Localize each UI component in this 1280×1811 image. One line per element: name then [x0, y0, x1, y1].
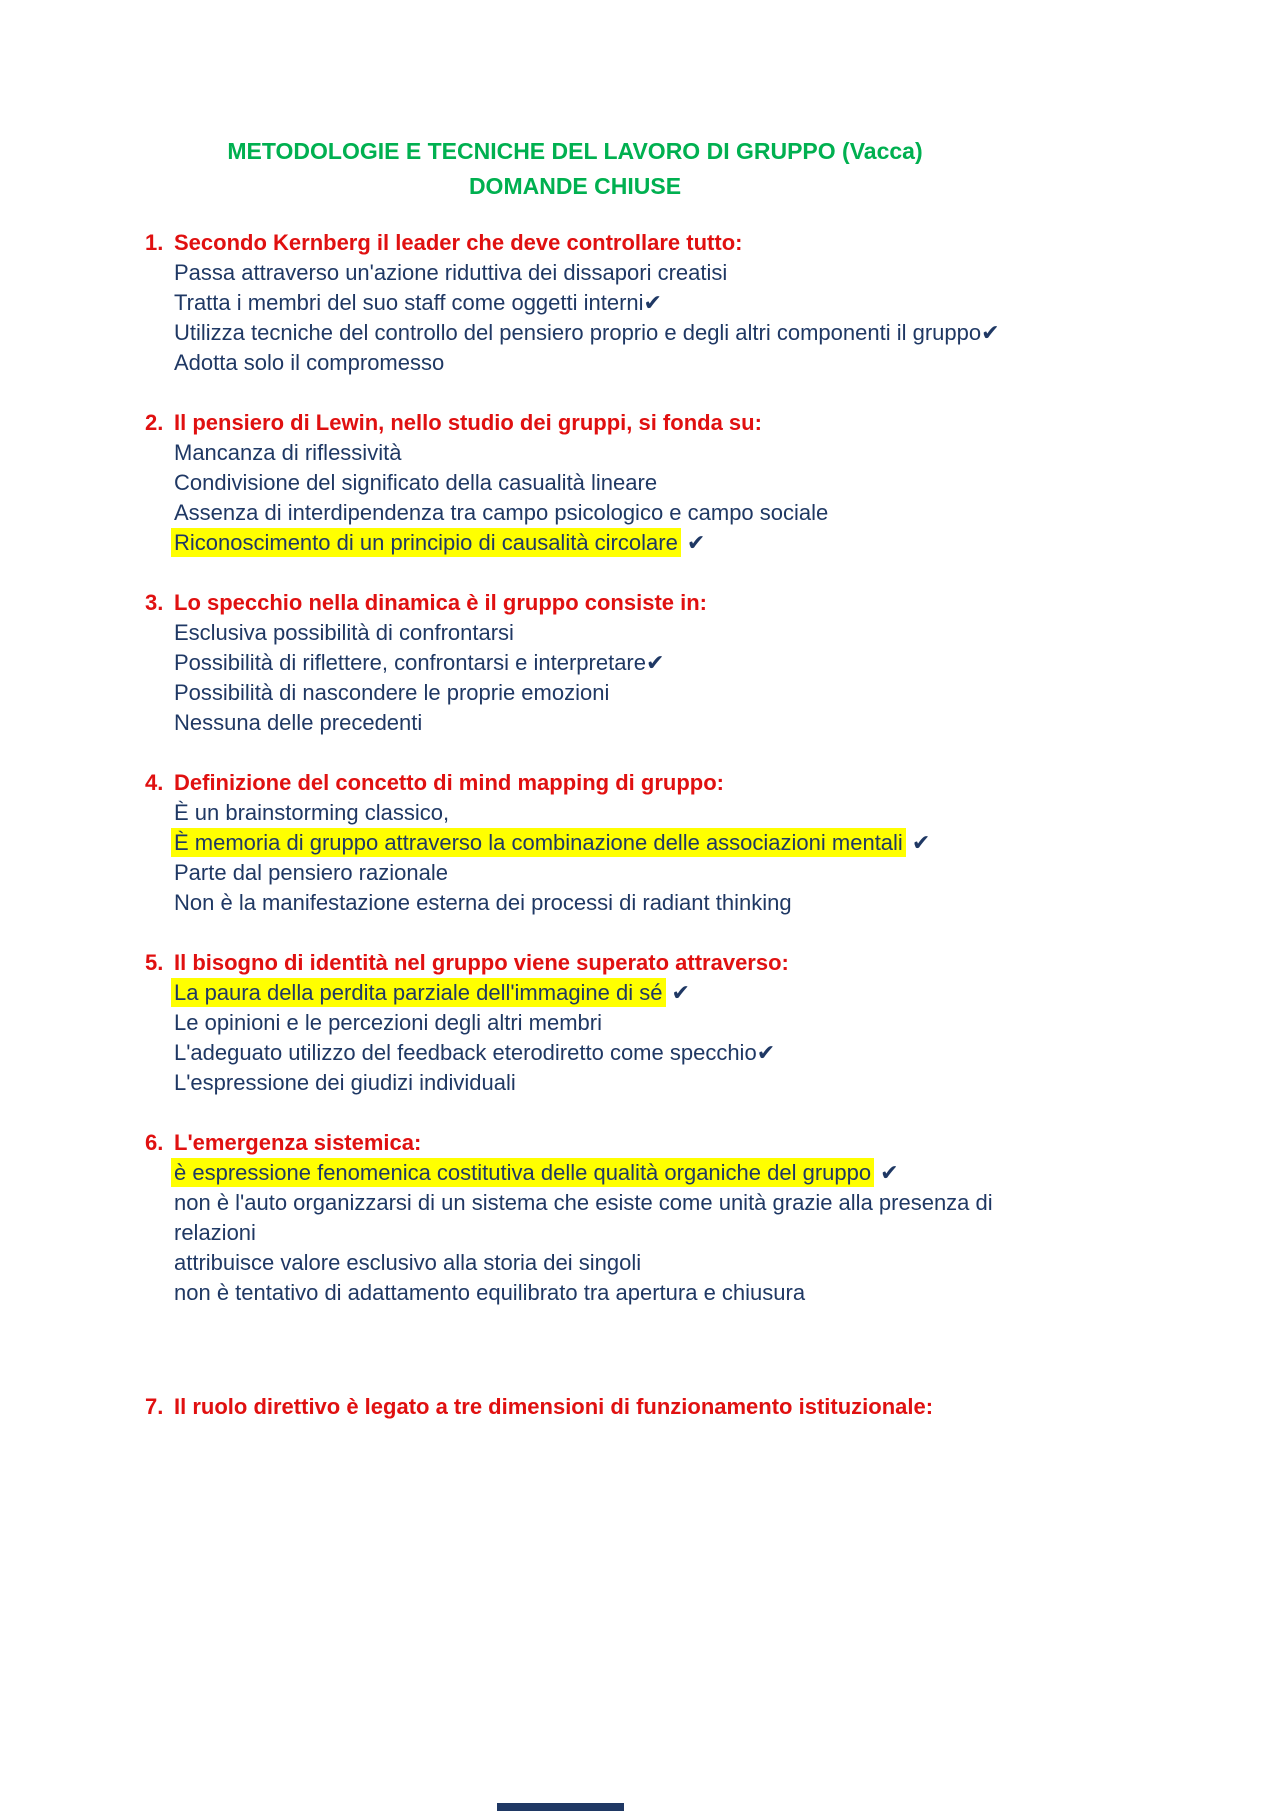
- answers-list: [145, 438, 1005, 558]
- answer-text-highlighted: è espressione fenomenica costitutiva delle qualità organiche del gruppo: [171, 1158, 874, 1187]
- question-text: Il pensiero di Lewin, nello studio dei gruppi, si fonda su:: [174, 410, 762, 435]
- answer-text: Utilizza tecniche del controllo del pensiero proprio e degli altri componenti il gruppo: [174, 320, 982, 345]
- answer-option: [174, 318, 1005, 348]
- questions-list: [145, 228, 1005, 1422]
- answer-text: Assenza di interdipendenza tra campo psicologico e campo sociale: [174, 500, 829, 525]
- question-text: Secondo Kernberg il leader che deve controllare tutto:: [174, 230, 743, 255]
- question-heading: [145, 228, 1005, 258]
- answers-list: [145, 798, 1005, 918]
- correct-check-icon: ✔: [880, 1160, 899, 1185]
- answer-option: [174, 888, 1005, 918]
- question-text: Lo specchio nella dinamica è il gruppo consiste in:: [174, 590, 707, 615]
- answers-list: [145, 978, 1005, 1098]
- answer-option: [174, 498, 1005, 528]
- question-number: 4.: [145, 770, 164, 795]
- answer-text: Le opinioni e le percezioni degli altri membri: [174, 1010, 603, 1035]
- answer-option: [174, 258, 1005, 288]
- question-heading: [145, 408, 1005, 438]
- correct-check-icon: ✔: [671, 980, 690, 1005]
- answer-text: Adotta solo il compromesso: [174, 350, 445, 375]
- answer-text: Nessuna delle precedenti: [174, 710, 423, 735]
- correct-check-icon: ✔: [911, 830, 931, 855]
- question-block: [145, 228, 1005, 378]
- answer-text: Parte dal pensiero razionale: [174, 860, 448, 885]
- question-block: [145, 948, 1005, 1098]
- answer-option: [174, 858, 1005, 888]
- question-number: 2.: [145, 410, 164, 435]
- question-text: Il bisogno di identità nel gruppo viene superato attraverso:: [174, 950, 789, 975]
- answer-option: [174, 1068, 1005, 1098]
- answer-text-highlighted: È memoria di gruppo attraverso la combinazione delle associazioni mentali: [171, 828, 906, 857]
- answer-option: [174, 828, 1005, 858]
- answer-text: Possibilità di nascondere le proprie emozioni: [174, 680, 610, 705]
- answer-option: [174, 348, 1005, 378]
- answer-text: L'espressione dei giudizi individuali: [174, 1070, 516, 1095]
- answer-option: [174, 1038, 1005, 1068]
- question-block: [145, 768, 1005, 918]
- answer-option: [174, 468, 1005, 498]
- answer-option: [174, 438, 1005, 468]
- question-number: 1.: [145, 230, 164, 255]
- answer-text: non è l'auto organizzarsi di un sistema che esiste come unità grazie alla presenza di relazioni: [174, 1190, 993, 1245]
- answer-option: [174, 648, 1005, 678]
- correct-check-icon: ✔: [646, 650, 665, 675]
- question-heading: [145, 1128, 1005, 1158]
- answer-text: È un brainstorming classico,: [174, 800, 450, 825]
- question-number: 7.: [145, 1394, 164, 1419]
- answer-text: L'adeguato utilizzo del feedback eterodiretto come specchio: [174, 1040, 757, 1065]
- answer-text: Mancanza di riflessività: [174, 440, 402, 465]
- document-title-line2: DOMANDE CHIUSE: [468, 173, 682, 199]
- question-number: 5.: [145, 950, 164, 975]
- question-heading: [145, 948, 1005, 978]
- answer-text: Condivisione del significato della casualità lineare: [174, 470, 658, 495]
- clipped-next-line: [497, 1803, 624, 1811]
- answer-option: [174, 1008, 1005, 1038]
- answer-option: [174, 1278, 1005, 1308]
- answer-option: [174, 528, 1005, 558]
- answer-text: Possibilità di riflettere, confrontarsi e interpretare: [174, 650, 646, 675]
- answer-text: Passa attraverso un'azione riduttiva dei dissapori creatisi: [174, 260, 728, 285]
- correct-check-icon: ✔: [756, 1040, 776, 1065]
- answer-text: Tratta i membri del suo staff come oggetti interni: [174, 290, 644, 315]
- answers-list: [145, 1158, 1005, 1308]
- document-title-line1: METODOLOGIE E TECNICHE DEL LAVORO DI GRUPPO (Vacca): [227, 138, 923, 164]
- answer-option: [174, 978, 1005, 1008]
- answer-option: [174, 1158, 1005, 1188]
- question-number: 6.: [145, 1130, 164, 1155]
- question-text: L'emergenza sistemica:: [174, 1130, 422, 1155]
- question-block: [145, 1392, 1005, 1422]
- answer-option: [174, 708, 1005, 738]
- answer-text: non è tentativo di adattamento equilibrato tra apertura e chiusura: [174, 1280, 806, 1305]
- answer-text: Non è la manifestazione esterna dei processi di radiant thinking: [174, 890, 792, 915]
- answer-option: [174, 288, 1005, 318]
- question-heading: [145, 588, 1005, 618]
- question-number: 3.: [145, 590, 164, 615]
- question-text: Il ruolo direttivo è legato a tre dimensioni di funzionamento istituzionale:: [174, 1394, 934, 1419]
- document-content: [145, 134, 1005, 1422]
- answer-text: attribuisce valore esclusivo alla storia dei singoli: [174, 1250, 642, 1275]
- question-heading: [145, 768, 1005, 798]
- question-heading: [145, 1392, 1005, 1422]
- question-block: [145, 588, 1005, 738]
- answer-option: [174, 618, 1005, 648]
- answers-list: [145, 258, 1005, 378]
- answer-text-highlighted: La paura della perdita parziale dell'immagine di sé: [171, 978, 666, 1007]
- answer-option: [174, 1248, 1005, 1278]
- question-text: Definizione del concetto di mind mapping di gruppo:: [174, 770, 724, 795]
- answers-list: [145, 618, 1005, 738]
- answer-option: [174, 1188, 1005, 1248]
- question-block: [145, 408, 1005, 558]
- correct-check-icon: ✔: [981, 320, 1000, 345]
- question-block: [145, 1128, 1005, 1308]
- correct-check-icon: ✔: [686, 530, 706, 555]
- answer-option: [174, 798, 1005, 828]
- answer-option: [174, 678, 1005, 708]
- answer-text-highlighted: Riconoscimento di un principio di causalità circolare: [171, 528, 681, 557]
- answer-text: Esclusiva possibilità di confrontarsi: [174, 620, 514, 645]
- correct-check-icon: ✔: [643, 290, 662, 315]
- document-title: [145, 134, 1005, 204]
